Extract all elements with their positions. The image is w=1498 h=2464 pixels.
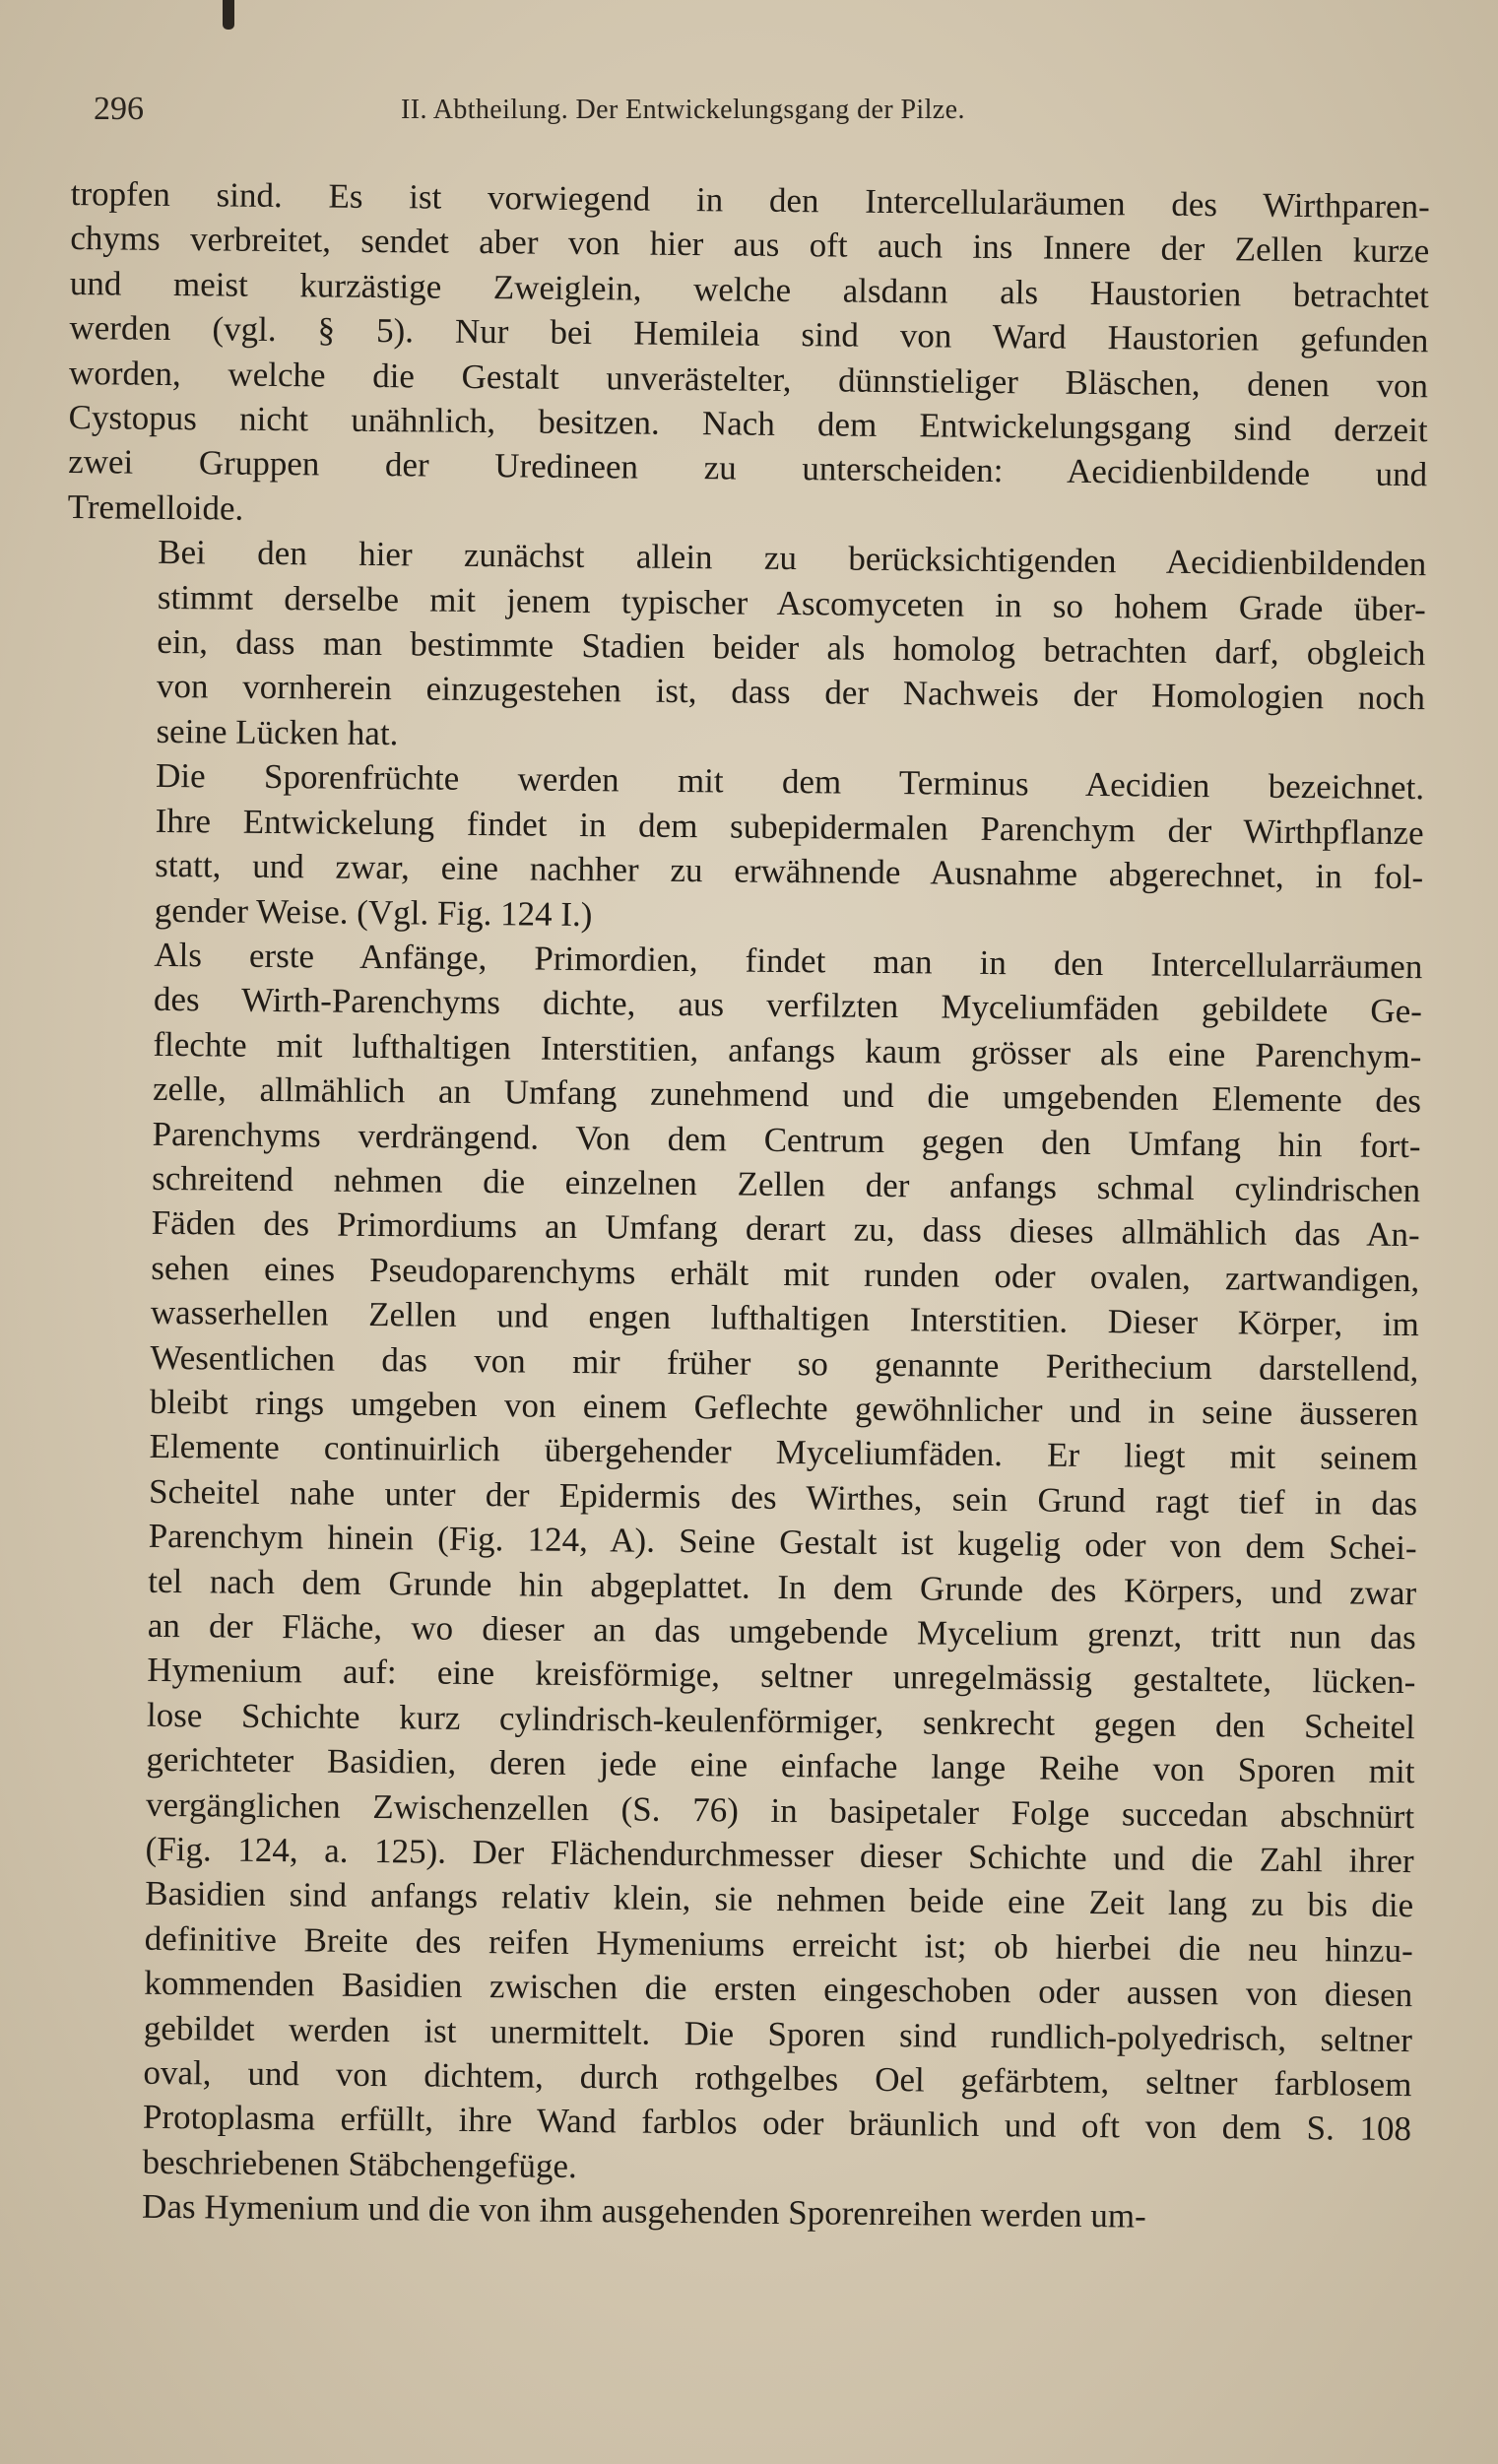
text-line: chyms verbreitet, sendet aber von hier aus oft auch ins Innere der Zellen kurze xyxy=(70,219,1430,271)
text-line: an der Fläche, wo dieser an das umgebende Mycelium grenzt, tritt nun das xyxy=(147,1605,1416,1657)
text-line: zelle, allmählich an Umfang zunehmend und die umgebenden Elemente des xyxy=(152,1069,1422,1121)
text-line: Cystopus nicht unähnlich, besitzen. Nach dem Entwickelungsgang sind derzeit xyxy=(68,398,1428,450)
text-line: gebildet werden ist unermittelt. Die Sporen sind rundlich-polyedrisch, seltner xyxy=(143,2008,1413,2059)
text-line: bleibt rings umgeben von einem Geflechte gewöhnlicher und in seine äusseren xyxy=(149,1382,1419,1434)
text-line: und meist kurzästige Zweiglein, welche alsdann als Haustorien betrachtet xyxy=(69,263,1430,316)
text-line: beschriebenen Stäbchengefüge. xyxy=(142,2142,577,2185)
text-line: stimmt derselbe mit jenem typischer Ascomyceten in so hohem Grade über- xyxy=(157,577,1426,628)
text-line: worden, welche die Gestalt unverästelter, dünnstieliger Bläschen, denen von xyxy=(68,353,1429,405)
text-line: Fäden des Primordiums an Umfang derart zu, dass dieses allmählich das An- xyxy=(151,1203,1420,1255)
text-line: zwei Gruppen der Uredineen zu unterscheiden: Aecidienbildende und xyxy=(67,442,1428,494)
text-line: Bei den hier zunächst allein zu berücksichtigenden Aecidienbildenden xyxy=(158,533,1427,584)
text-line: Ihre Entwickelung findet in dem subepidermalen Parenchym der Wirthpflanze xyxy=(155,801,1424,852)
running-title: II. Abtheilung. Der Entwickelungsgang der Pilze. xyxy=(401,95,965,125)
text-line: seine Lücken hat. xyxy=(156,711,399,753)
text-line: statt, und zwar, eine nachher zu erwähnende Ausnahme abgerechnet, in fol- xyxy=(155,845,1424,897)
text-line: schreitend nehmen die einzelnen Zellen der anfangs schmal cylindrischen xyxy=(152,1158,1421,1210)
text-line: Wesentlichen das von mir früher so genannte Perithecium darstellend, xyxy=(150,1337,1419,1389)
text-line: tel nach dem Grunde hin abgeplattet. In dem Grunde des Körpers, und zwar xyxy=(148,1561,1417,1612)
text-line: Protoplasma erfüllt, ihre Wand farblos oder bräunlich und oft von dem S. 108 xyxy=(142,2098,1412,2149)
text-line: Parenchym hinein (Fig. 124, A). Seine Gestalt ist kugelig oder von dem Schei- xyxy=(148,1517,1417,1568)
text-line: sehen eines Pseudoparenchyms erhält mit runden oder ovalen, zartwandigen, xyxy=(151,1248,1420,1299)
text-line: flechte mit lufthaltigen Interstitien, anfangs kaum grösser als eine Parenchym- xyxy=(153,1024,1422,1075)
text-line: gerichteter Basidien, deren jede eine einfache lange Reihe von Sporen mit xyxy=(146,1740,1415,1791)
text-line: ein, dass man bestimmte Stadien beider als homolog betrachten darf, obgleich xyxy=(157,621,1426,674)
text-line: Hymenium auf: eine kreisförmige, seltner unregelmässig gestaltete, lücken- xyxy=(147,1651,1416,1702)
text-line: vergänglichen Zwischenzellen (S. 76) in basipetaler Folge succedan abschnürt xyxy=(145,1784,1415,1836)
text-line: Basidien sind anfangs relativ klein, sie nehmen beide eine Zeit lang zu bis die xyxy=(145,1874,1414,1925)
text-line: lose Schichte kurz cylindrisch-keulenförmiger, senkrecht gegen den Scheitel xyxy=(146,1695,1416,1746)
text-line: Parenchyms verdrängend. Von dem Centrum gegen den Umfang hin fort- xyxy=(152,1114,1421,1165)
text-line: des Wirth-Parenchyms dichte, aus verfilzten Myceliumfäden gebildete Ge- xyxy=(153,980,1423,1031)
text-line: gender Weise. (Vgl. Fig. 124 I.) xyxy=(154,890,593,934)
text-line: kommenden Basidien zwischen die ersten eingeschoben oder aussen von diesen xyxy=(144,1964,1413,2015)
text-line: Scheitel nahe unter der Epidermis des Wirthes, sein Grund ragt tief in das xyxy=(148,1471,1418,1523)
text-line: werden (vgl. § 5). Nur bei Hemileia sind von Ward Haustorien gefunden xyxy=(69,308,1429,360)
body-text xyxy=(51,171,1430,2241)
paragraph xyxy=(51,932,1422,2197)
text-line: wasserhellen Zellen und engen lufthaltigen Interstitien. Dieser Körper, im xyxy=(150,1292,1420,1344)
page-number: 296 xyxy=(94,91,144,127)
paragraph xyxy=(65,529,1426,765)
text-line: Die Sporenfrüchte werden mit dem Terminus Aecidien bezeichnet. xyxy=(155,756,1425,808)
text-line: oval, und von dichtem, durch rothgelbes Oel gefärbtem, seltner farblosem xyxy=(143,2052,1412,2105)
text-line: Tremelloide. xyxy=(67,486,244,528)
text-line: (Fig. 124, a. 125). Der Flächendurchmesser dieser Schichte und die Zahl ihrer xyxy=(145,1829,1414,1881)
text-line: definitive Breite des reifen Hymeniums erreicht ist; ob hierbei die neu hinzu- xyxy=(144,1918,1413,1971)
text-line: von vornherein einzugestehen ist, dass der Nachweis der Homologien noch xyxy=(156,667,1426,718)
text-line: Als erste Anfänge, Primordien, findet man in den Intercellularräumen xyxy=(154,935,1423,987)
text-line: Das Hymenium und die von ihm ausgehenden Sporenreihen werden um- xyxy=(141,2187,1146,2236)
paragraph xyxy=(68,171,1430,542)
text-line: Elemente continuirlich übergehender Myceliumfäden. Er liegt mit seinem xyxy=(149,1427,1418,1478)
binding-mark xyxy=(223,0,234,30)
text-line: tropfen sind. Es ist vorwiegend in den Intercellularäumen des Wirthparen- xyxy=(70,173,1430,227)
paragraph xyxy=(64,752,1425,944)
